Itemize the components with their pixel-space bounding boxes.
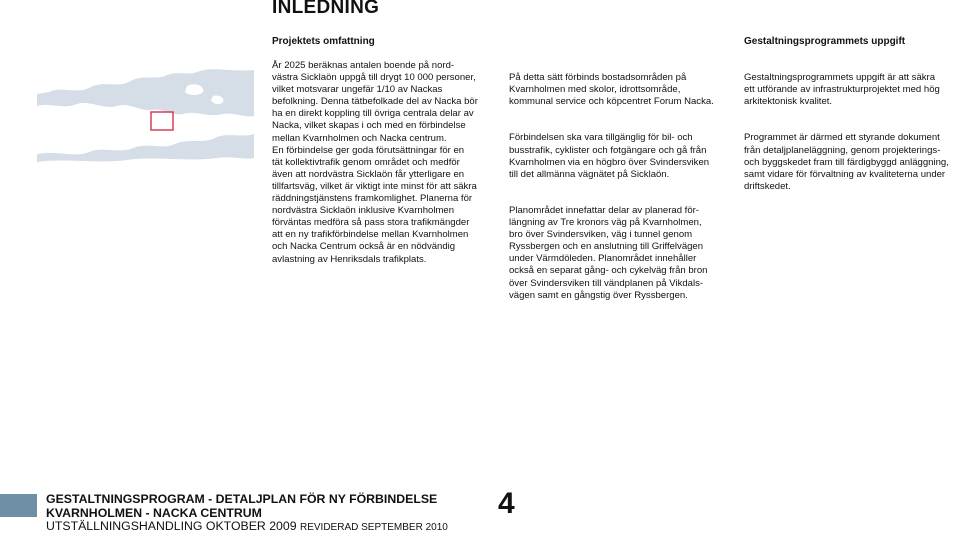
paragraph: Planområdet innefattar delar av planerad för- längning av Tre kronors väg på Kvarnholmen, bro över Svindersviken, väg i tunnel genom Ryssbergen och en anslutning till Griffelvägen under Värmdöleden. Planområdet innehåller också en separat gång- och cykelväg från bron över Svindersviken till vändplanen på Vikdals- vägen samt en gångstig över Ryssbergen. [509, 204, 708, 301]
footer-document-title: GESTALTNINGSPROGRAM - DETALJPLAN FÖR NY FÖRBINDELSE [46, 492, 438, 506]
paragraph: På detta sätt förbinds bostadsområden på Kvarnholmen med skolor, idrottsområde, kommunal service och köpcentret Forum Nacka. [509, 72, 714, 108]
intro-text-column-1: År 2025 beräknas antalen boende på nord- västra Sicklaön uppgå till drygt 10 000 personer, vilket motsvarar ungefär 1/10 av Nackas befolkning. Denna tätbefolkade del av Nacka bör ha en direkt koppling till övriga centrala delar av Nacka, vilket skapas i och med en förbindelse mellan Kvarnholmen och Nacka centrum. En förbindelse ger goda förutsättningar för en tät kollektivtrafik genom området och medför även att nordvästra Sicklaön får ytterligare en tillfartsväg, vilket är viktigt inte minst för att säkra räddningstjänstens framkomlighet. Planerna för nordvästra Sicklaön inklusive Kvarnholmen förväntas medföra så pass stora trafikmängder att en ny trafikförbindelse mellan Kvarnholmen och Nacka Centrum också är en nödvändig avlastning av Henriksdals trafikplats. [272, 60, 478, 265]
footer-status [46, 519, 448, 533]
intro-text-column-2 [509, 60, 734, 314]
paragraph: Programmet är därmed ett styrande dokument från detaljplaneläggning, genom projekterings- och byggskedet fram till färdigbyggd anläggning, samt vidare för förvaltning av kvaliteterna under driftskedet. [744, 132, 949, 192]
section-heading-scope: Projektets omfattning [272, 36, 375, 47]
intro-text-column-3 [744, 60, 959, 205]
page-number: 4 [498, 487, 515, 520]
footer-revision: REVIDERAD SEPTEMBER 2010 [300, 522, 448, 533]
paragraph: Gestaltningsprogrammets uppgift är att säkra ett utförande av infrastrukturprojektet med hög arkitektonisk kvalitet. [744, 72, 940, 108]
page-title: INLEDNING [272, 0, 380, 18]
footer-project-name: KVARNHOLMEN - NACKA CENTRUM [46, 506, 262, 520]
footer-status-main: UTSTÄLLNINGSHANDLING OKTOBER 2009 [46, 519, 297, 533]
overview-map [37, 58, 254, 167]
section-heading-task: Gestaltningsprogrammets uppgift [744, 36, 906, 47]
paragraph: Förbindelsen ska vara tillgänglig för bil- och busstrafik, cyklister och fotgängare och gå från Kvarnholmen via en högbro över Svindersviken till det allmänna vägnätet på Sicklaön. [509, 132, 710, 180]
footer-color-block [0, 494, 37, 517]
